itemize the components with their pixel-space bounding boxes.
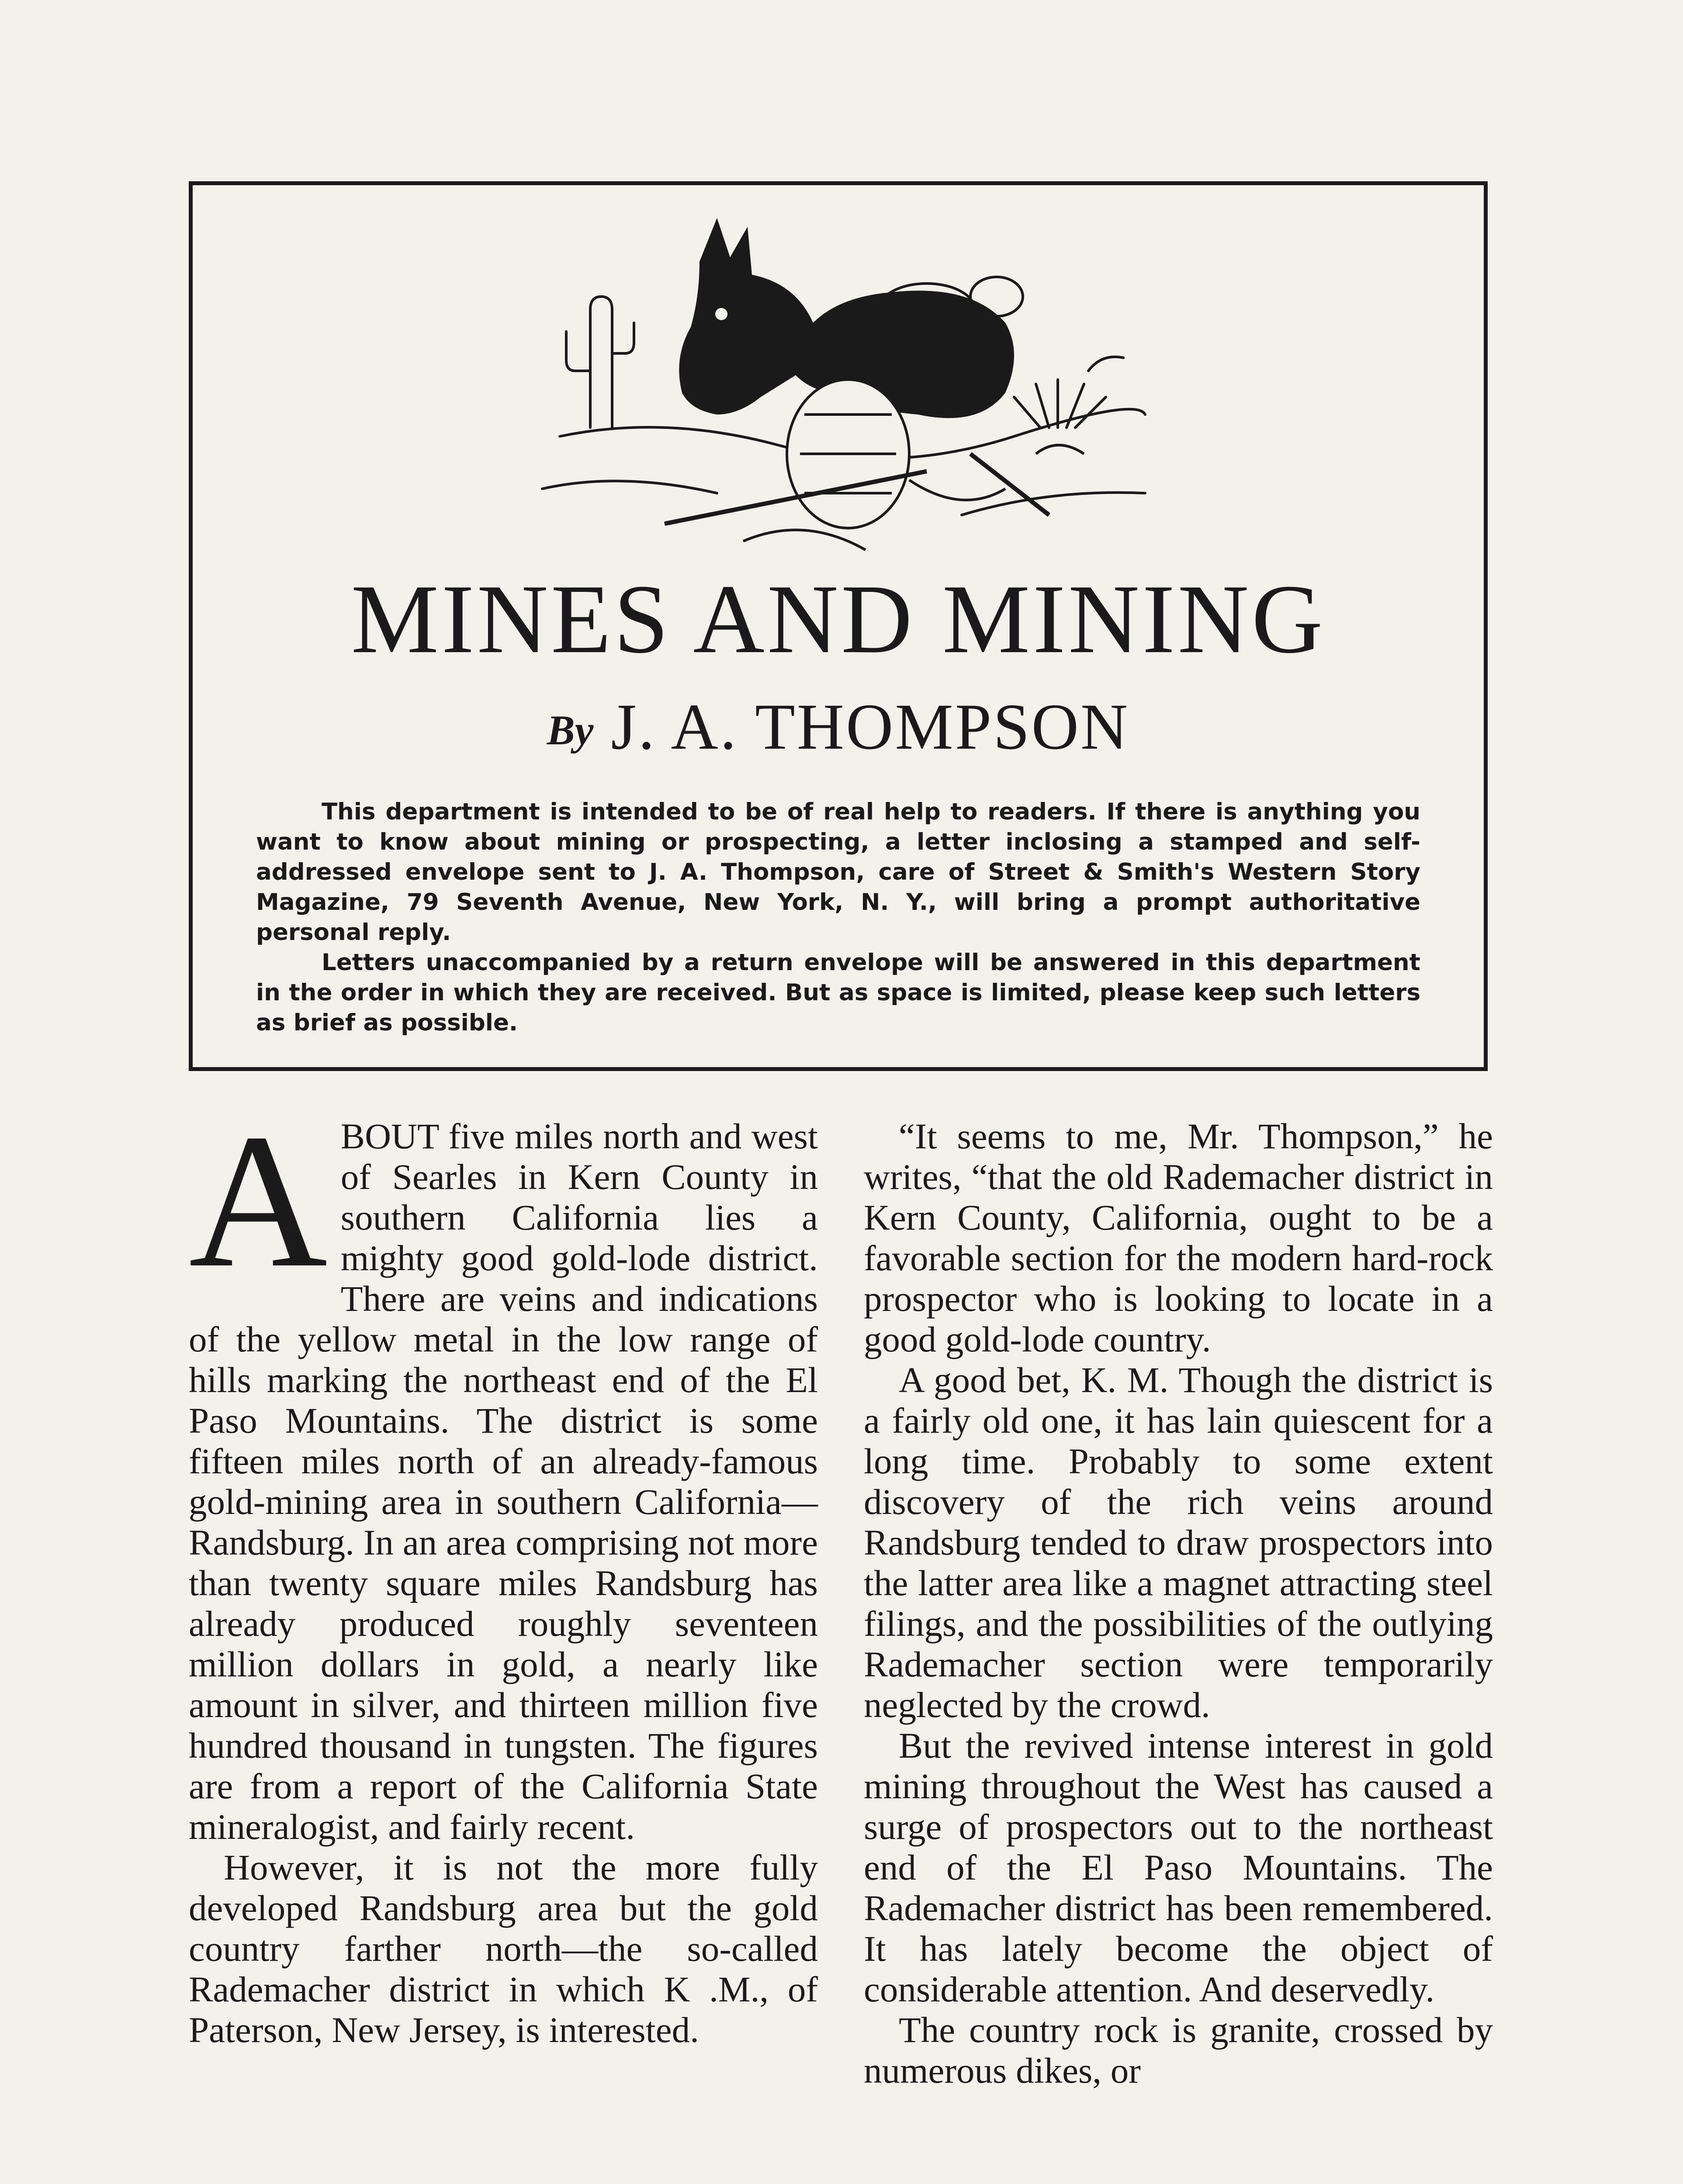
article-column-right [864,1116,1493,2091]
intro-paragraph: Letters unaccompanied by a return envelope will be answered in this department in the order in which they are received. But as space is limited, please keep such letters as brief as possible. [256,949,1420,1036]
article-paragraph-text: BOUT five miles north and west of Searles in Kern County in southern California lies a mighty good gold-lode district. There are veins and indications of the yellow metal in the low range of hills marking the northeast end of the El Paso Mountains. The district is some fifteen miles north of an already-famous gold-mining area in southern California—Randsburg. In an area comprising not more than twenty square miles Randsburg has already produced roughly seventeen million dollars in gold, a nearly like amount in silver, and thirteen million five hundred thousand in tungsten. The figures are from a report of the California State mineralogist, and fairly recent. [189,1116,818,1847]
page-title: MINES AND MINING [351,564,1326,674]
burro-illustration [533,209,1163,567]
department-header-box [189,181,1488,1071]
article-column-left [189,1095,818,2050]
article-paragraph: A good bet, K. M. Though the district is a fairly old one, it has lain quiescent for a long time. Probably to some extent discovery of the rich veins around Randsburg tended to draw prospectors into the latter area like a magnet attracting steel filings, and the possibilities of the outlying Rademacher section were temporarily neglected by the crowd. [864,1360,1493,1725]
article-paragraph: But the revived intense interest in gold mining throughout the West has caused a surge of prospectors out to the northeast end of the El Paso Mountains. The Rademacher district has been remembered. It has lately become the object of considerable attention. And deservedly. [864,1725,1493,2009]
byline [193,691,1484,763]
article-paragraph: “It seems to me, Mr. Thompson,” he writes, “that the old Rademacher district in Kern County, California, ought to be a favorable section for the modern hard-rock prospector who is looking to locate in a good gold-lode country. [864,1116,1493,1359]
article-paragraph: However, it is not the more fully developed Randsburg area but the gold country farther north—the so-called Rademacher district in which K .M., of Paterson, New Jersey, is interested. [189,1847,818,2050]
article-body [189,1095,1493,2184]
drop-cap: A [189,1095,328,1307]
article-paragraph: The country rock is granite, crossed by numerous dikes, or [864,2010,1493,2091]
byline-prefix: By [547,707,594,753]
intro-paragraph: This department is intended to be of real help to readers. If there is anything you want to know about mining or prospecting, a letter inclosing a stamped and self-addressed envelope sent to J. A. Thompson, care of Street & Smith's Western Story Magazine, 79 Seventh Avenue, New York, N. Y., will bring a prompt authoritative personal reply. [256,798,1420,946]
author-name: J. A. THOMPSON [611,691,1130,763]
department-intro [256,797,1420,1038]
article-paragraph [189,1095,818,1847]
